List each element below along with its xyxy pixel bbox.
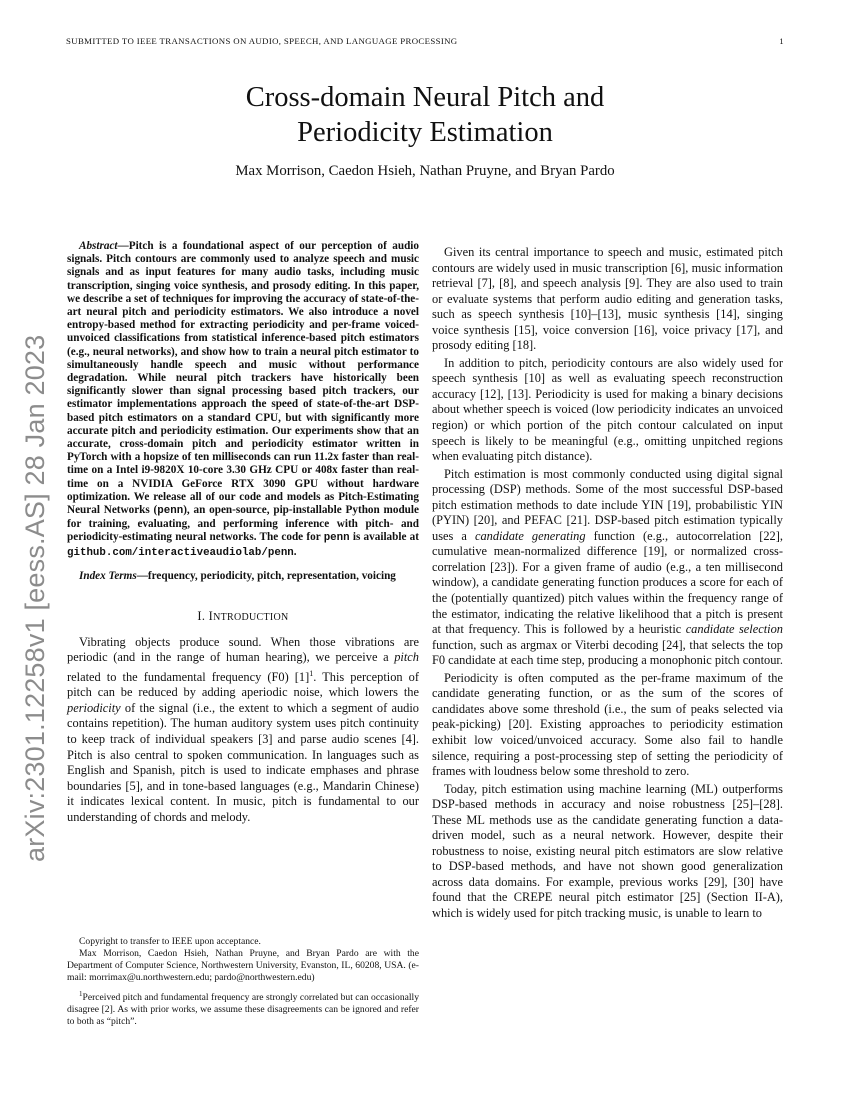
- dsp-text-c: function, such as argmax or Viterbi decoding [24], that selects the top F0 candidate at each time step, producing a monophonic pitch contour.: [432, 637, 783, 668]
- section-heading-introduction: [67, 609, 419, 626]
- section-number: I.: [197, 609, 209, 624]
- term-candidate-selection: candidate selection: [685, 622, 783, 637]
- right-column: [432, 245, 783, 922]
- abstract-text-b: ), an open-source, pip-installable Python module for training, evaluating, and performing inference with pitch- and periodicity-estimating neural networks. The code for: [67, 504, 419, 544]
- abstract-text-c: is available at: [349, 531, 419, 544]
- penn-code-1: penn: [157, 505, 184, 518]
- term-candidate-generating: candidate generating: [474, 528, 586, 543]
- github-link[interactable]: github.com/interactiveaudiolab/penn: [67, 546, 294, 559]
- section-title-first: I: [208, 609, 214, 624]
- paragraph-periodicity-uses: In addition to pitch, periodicity contours are also widely used for speech synthesis [10] as well as evaluating speech reconstruction accuracy [12], [13]. Periodicity is used for making a binary decisions about whether speech is voiced (low periodicity indicates an unvoiced region) or which portion of the pitch contour calculated on input speech is likely to be meaningful (e.g., omitting unpitched regions when evaluating pitch distance).: [432, 355, 783, 464]
- paragraph-applications: Given its central importance to speech and music, estimated pitch contours are widely used in music transcription [6], music information retrieval [7], [8], and speech analysis [9]. They are also used to train or evaluate systems that perform audio editing and generation tasks, such as speech synthesis [10]–[13], music synthesis [14], singing voice synthesis [15], voice conversion [16], voice privacy [17], and prosody editing [18].: [432, 245, 783, 353]
- footnote-marker[interactable]: 1: [309, 668, 314, 678]
- footnote-1-text: Perceived pitch and fundamental frequency are strongly correlated but can occasionally disagree [2]. As with prior works, we assume these disagreements can be ignored and refer to both as “pitch”.: [67, 991, 419, 1027]
- penn-code-2: penn: [323, 532, 350, 545]
- intro-text-2: related to the fundamental frequency (F0) [1]: [67, 669, 310, 684]
- abstract-text-a: —Pitch is a foundational aspect of our perception of audio signals. Pitch contours are commonly used to analyze speech and music signals and as input features for many audio tasks, including music transcription, singing voice synthesis, and prosody editing. In this paper, we describe a set of techniques for improving the accuracy of state-of-the-art neural pitch and periodicity estimators. We also introduce a novel entropy-based method for extracting periodicity and per-frame voiced-unvoiced classifications from statistical inference-based pitch estimators (e.g., neural networks), and show how to train a neural pitch estimator to simultaneously handle speech and music without performance degradation. While neural pitch trackers have historically been significantly slower than signal processing based pitch trackers, our estimator implementations approach the speed of state-of-the-art DSP-based pitch estimators on a standard CPU, but with significantly more accurate pitch and periodicity estimation. Our experiments show that an accurate, cross-domain pitch and periodicity estimator written in PyTorch with a hopsize of ten milliseconds can run 11.2x faster than real-time on a Intel i9-9820X 10-core 3.30 GHz CPU or 408x faster than real-time on a NVIDIA GeForce RTX 3090 GPU without hardware optimization. We release all of our code and models as Pitch-Estimating Neural Networks (: [67, 240, 419, 517]
- journal-name: SUBMITTED TO IEEE TRANSACTIONS ON AUDIO, SPEECH, AND LANGUAGE PROCESSING: [66, 36, 458, 46]
- left-column: [67, 240, 419, 825]
- intro-periodicity-word: periodicity: [67, 700, 121, 715]
- intro-paragraph: [67, 635, 419, 826]
- arxiv-stamp[interactable]: arXiv:2301.12258v1 [eess.AS] 28 Jan 2023: [20, 334, 50, 862]
- dsp-text-b: function (e.g., autocorrelation [22], cumulative mean-normalized difference [19], or normalized cross-correlation [23]). For a given frame of audio (e.g., a ten millisecond window), a candidate generating function produces a score for each of the (potentially quantized) pitch values within the frequency range of the estimator, indicating the relative likelihood that a pitch is present at that frequency. This is followed by a heuristic: [432, 528, 783, 637]
- abstract: [67, 240, 419, 560]
- intro-text-4: of the signal (i.e., the extent to which a segment of audio contains repetition). The human auditory system uses pitch continuity to keep track of individual speakers [3] and parse audio scenes [4]. Pitch is also central to spoken communication. In languages such as English and Spanish, pitch is used to indicate emphases and phrase boundaries [5], and in tone-based languages (e.g., Mandarin Chinese) it indicates lexical content. In music, pitch is fundamental to our understanding of chords and melody.: [67, 700, 419, 824]
- intro-pitch-word: pitch: [394, 650, 419, 665]
- index-terms: [67, 570, 419, 583]
- footnotes: [67, 936, 419, 1028]
- paragraph-dsp-methods: [432, 467, 783, 669]
- title-line-2: Periodicity Estimation: [297, 117, 553, 148]
- affiliation-note: Max Morrison, Caedon Hsieh, Nathan Pruyne, and Bryan Pardo are with the Department of Computer Science, Northwestern University, Evanston, IL, 60208, USA. (e-mail: morrimax@u.northwestern.edu; pardo@northwestern.edu): [67, 947, 419, 983]
- page-number: 1: [779, 36, 784, 46]
- running-header: [66, 36, 784, 48]
- paragraph-ml-methods: Today, pitch estimation using machine learning (ML) outperforms DSP-based methods in accuracy and noise robustness [25]–[28]. These ML methods use as the candidate generating function a data-driven model, such as a neural network. However, despite their robustness to noise, existing neural pitch estimators are slow relative to DSP-based methods, and have not shown good generalization across data domains. For example, previous works [29], [30] have found that the CREPE neural pitch estimator [25] (Section II-A), which is widely used for pitch tracking music, is unable to learn to: [432, 781, 783, 920]
- index-terms-text: —frequency, periodicity, pitch, representation, voicing: [136, 569, 396, 582]
- paper-title: [120, 80, 730, 150]
- intro-text-1: Vibrating objects produce sound. When those vibrations are periodic (and in the range of human hearing), we perceive a: [67, 634, 419, 665]
- dsp-text-a: Pitch estimation is most commonly conducted using digital signal processing (DSP) methods. Some of the most successful DSP-based pitch estimation methods to date include YIN [19], probabilistic YIN (PYIN) [20], and PEFAC [21]. DSP-based pitch estimation typically uses a: [432, 466, 783, 543]
- paragraph-periodicity-computation: Periodicity is often computed as the per-frame maximum of the candidate generating function, or as the sum of the scores of candidates above some threshold (i.e., the sum of peaks selected via peak-picking) [20]. Existing approaches to periodicity estimation exhibit low voiced/unvoiced accuracy. Some also fail to handle silence, requiring a post-processing step of setting the periodicity of frames with loudness below some threshold to zero.: [432, 670, 783, 779]
- footnote-1-mark: 1: [79, 989, 83, 998]
- section-title-rest: NTRODUCTION: [213, 612, 289, 624]
- copyright-note: Copyright to transfer to IEEE upon acceptance.: [79, 936, 261, 947]
- abstract-label: Abstract: [79, 240, 118, 252]
- index-terms-label: Index Terms: [79, 569, 137, 582]
- title-line-1: Cross-domain Neural Pitch and: [245, 82, 605, 113]
- author-list: Max Morrison, Caedon Hsieh, Nathan Pruyne, and Bryan Pardo: [235, 163, 615, 179]
- footnote-1: [67, 989, 419, 1028]
- abstract-text-d: .: [293, 545, 297, 558]
- intro-text-3: . This perception of pitch can be reduced by adding aperiodic noise, which lowers the: [67, 669, 419, 700]
